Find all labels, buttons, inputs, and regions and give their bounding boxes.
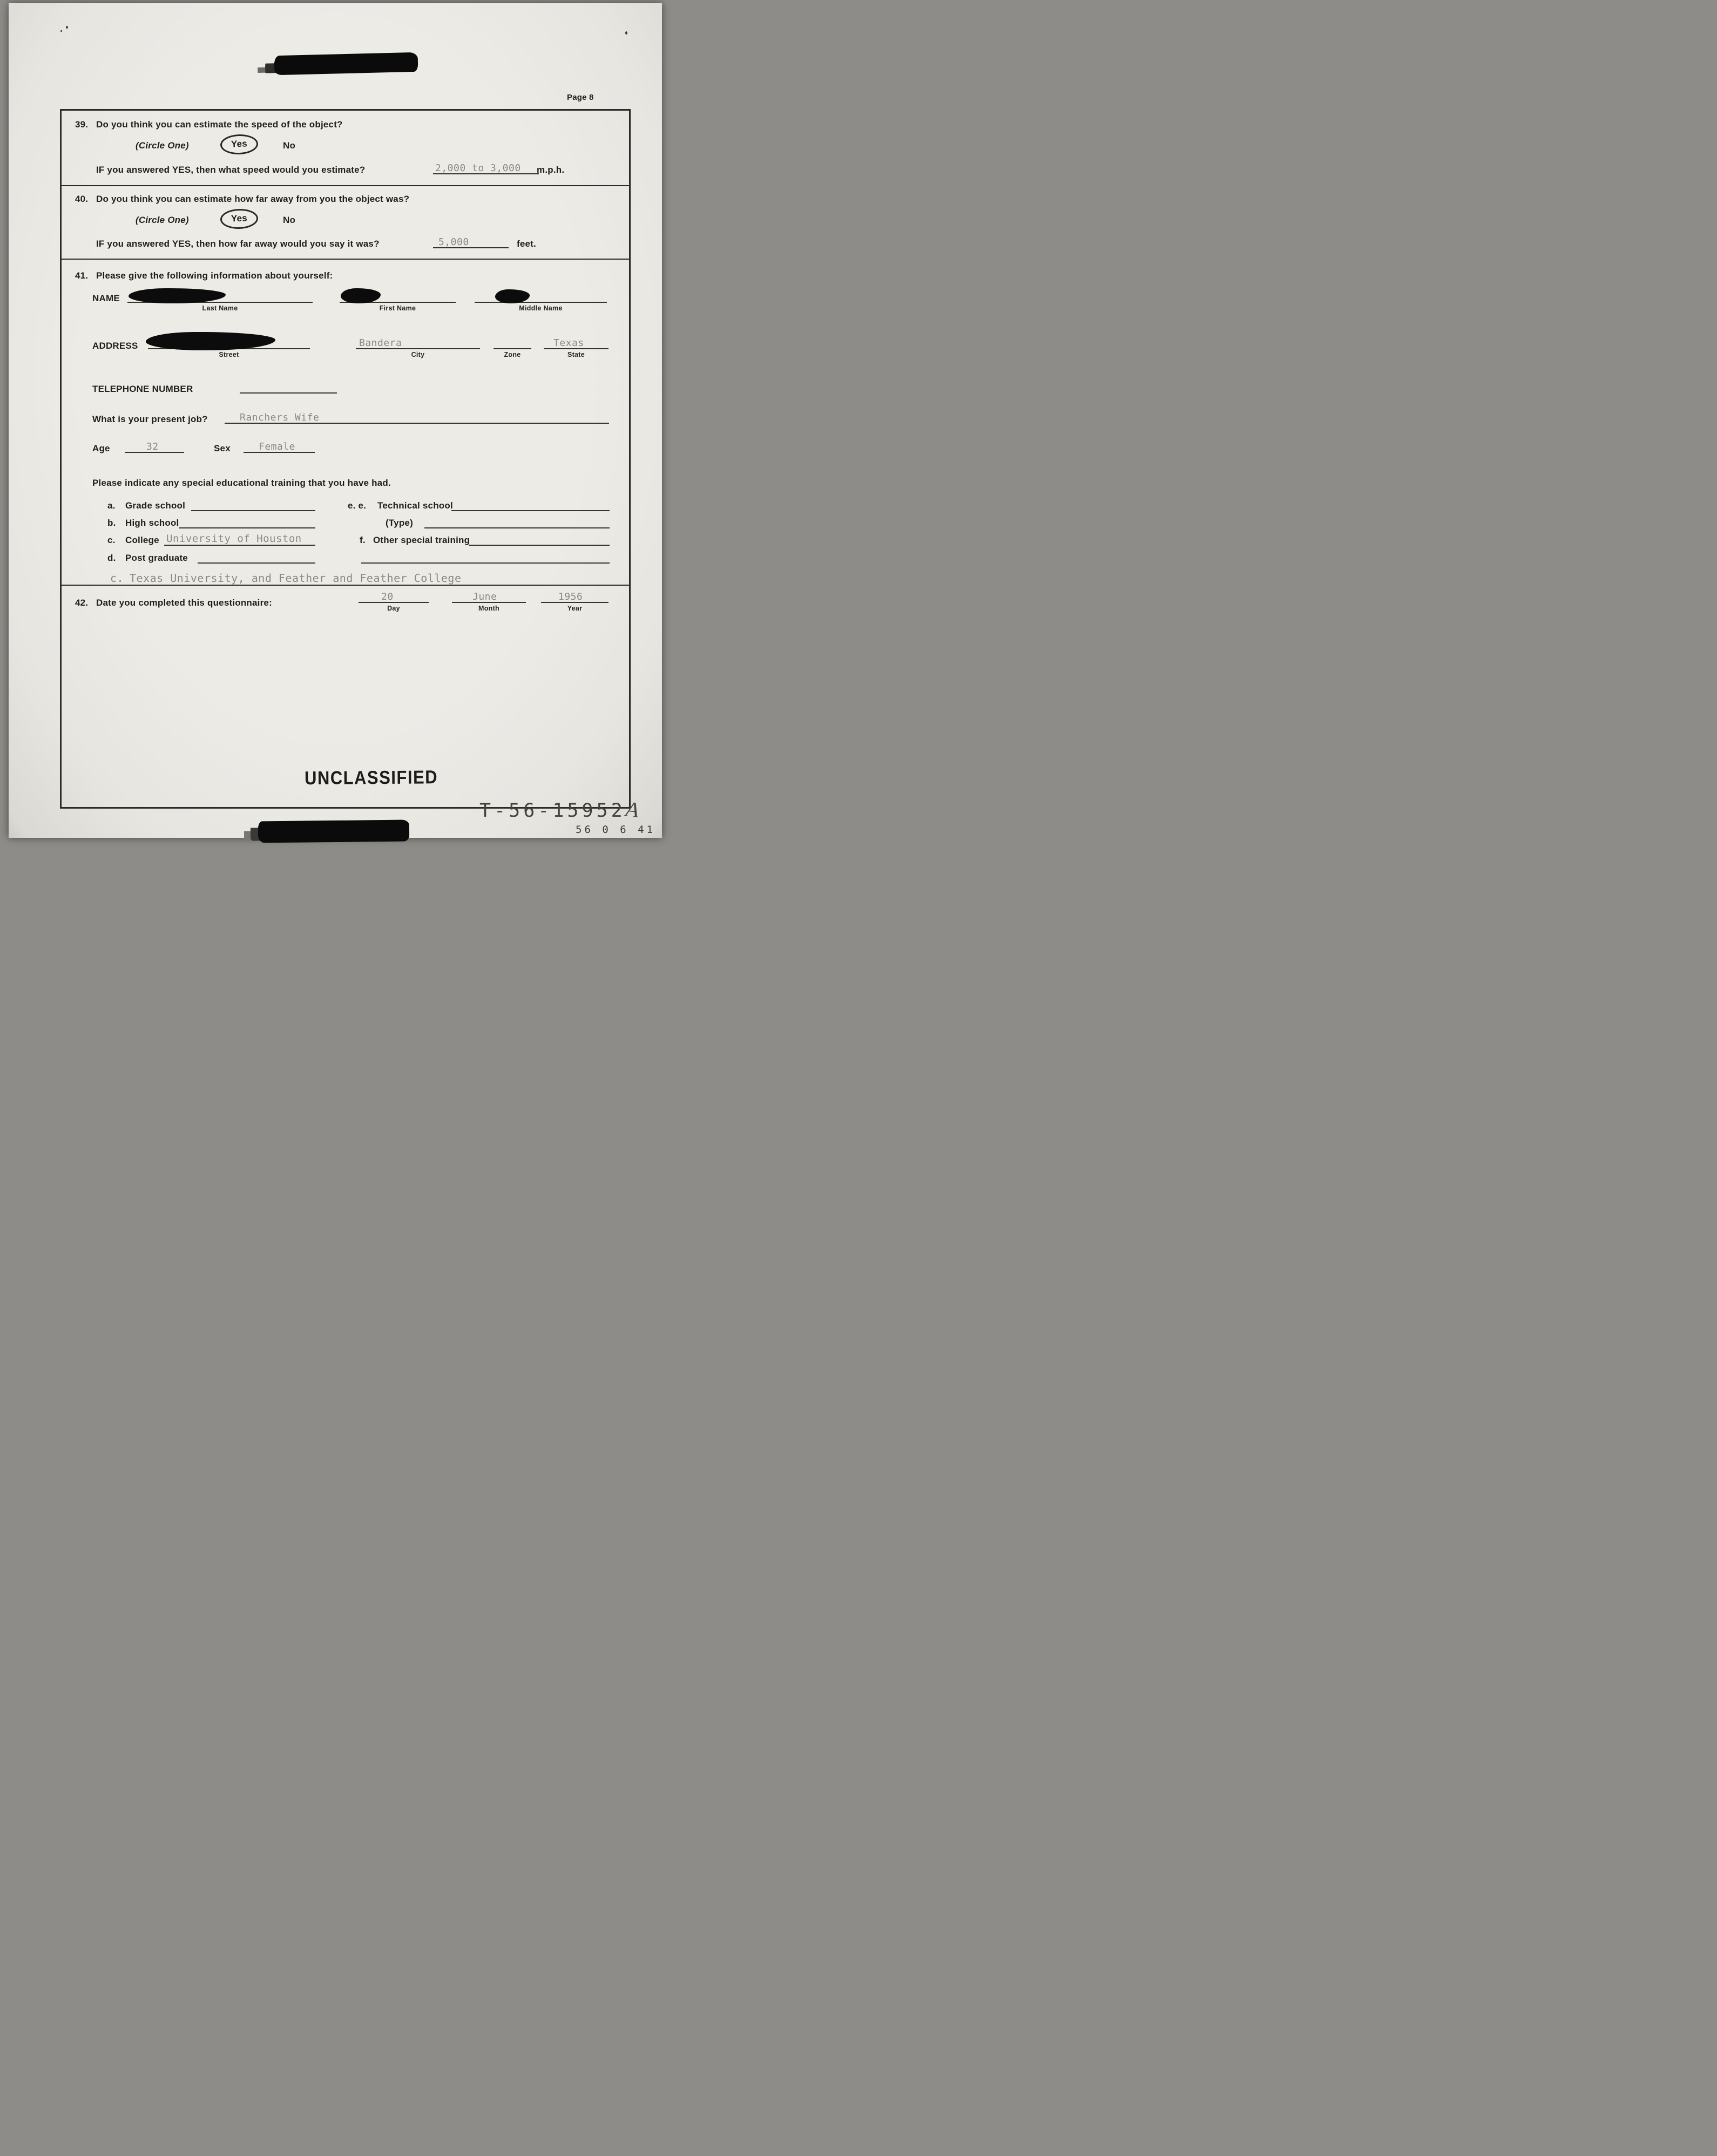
- telephone-field: [240, 381, 337, 394]
- job-line: [225, 411, 609, 424]
- city-field: [356, 336, 480, 358]
- first-name-line: [340, 290, 456, 303]
- date-day-caption: Day: [387, 605, 400, 612]
- date-month-line: [452, 590, 526, 603]
- question-40-number: 40.: [75, 194, 89, 204]
- last-name-caption: Last Name: [202, 304, 238, 312]
- edu-a-field: [191, 498, 315, 511]
- yes-circle-39: [220, 134, 258, 155]
- sex-field: [244, 440, 315, 453]
- state-value: Texas: [553, 337, 584, 349]
- date-year-value: 1956: [558, 591, 583, 602]
- last-name-field: [127, 290, 313, 312]
- yes-circle-40: [220, 208, 258, 229]
- edu-type-label: (Type): [386, 518, 413, 528]
- date-day-line: [359, 590, 429, 603]
- edu-extra-value: Texas University, and Feather and Feather College: [130, 572, 462, 585]
- name-label: NAME: [92, 293, 120, 303]
- telephone-label: TELEPHONE NUMBER: [92, 384, 193, 394]
- question-42-section: [62, 586, 629, 809]
- job-field: [225, 411, 609, 424]
- street-field: [148, 336, 310, 358]
- document-id-stamp: [479, 797, 639, 822]
- date-month-field: [452, 590, 526, 612]
- edu-b-line: [179, 516, 315, 528]
- document-id-suffix: A: [624, 796, 640, 823]
- sex-line: [244, 440, 315, 453]
- redaction-first-name: [341, 288, 381, 303]
- redaction-bar-top: [274, 52, 418, 75]
- edu-b-field: [179, 516, 315, 528]
- last-name-line: [127, 290, 313, 303]
- edu-c-field: [164, 533, 315, 546]
- edu-d-line: [198, 551, 315, 564]
- edu-c-value: University of Houston: [166, 533, 302, 545]
- question-40-text: Do you think you can estimate how far away from you the object was?: [96, 194, 410, 204]
- question-40-followup: IF you answered YES, then how far away would you say it was?: [96, 239, 380, 249]
- edu-a-line: [191, 498, 315, 511]
- question-42-text: Date you completed this questionnaire:: [96, 598, 272, 608]
- city-line: [356, 336, 480, 349]
- edu-e-line: [451, 498, 610, 511]
- redaction-middle-name: [495, 289, 530, 303]
- first-name-caption: First Name: [379, 304, 416, 312]
- question-39-text: Do you think you can estimate the speed of the object?: [96, 119, 343, 130]
- yes-label-39: Yes: [231, 138, 248, 150]
- speed-answer-line: [433, 161, 539, 174]
- middle-name-caption: Middle Name: [519, 304, 563, 312]
- edu-d-text: Post graduate: [125, 553, 188, 563]
- edu-f-text: Other special training: [373, 535, 470, 545]
- scan-artifact: [625, 31, 627, 35]
- first-name-field: [340, 290, 456, 312]
- city-value: Bandera: [359, 337, 402, 349]
- question-39-followup: IF you answered YES, then what speed would you estimate?: [96, 165, 366, 175]
- middle-name-line: [475, 290, 607, 303]
- scan-artifact: [66, 26, 68, 29]
- age-field: [125, 440, 184, 453]
- address-label: ADDRESS: [92, 341, 138, 351]
- date-month-caption: Month: [478, 605, 499, 612]
- zone-caption: Zone: [504, 351, 521, 358]
- redaction-bar-bottom: [258, 820, 409, 843]
- edu-a-text: Grade school: [125, 500, 186, 511]
- speed-answer-field: [433, 161, 539, 174]
- edu-extra-label: c.: [110, 572, 124, 585]
- sex-value: Female: [259, 441, 296, 452]
- edu-c-text: College: [125, 535, 159, 545]
- job-value: Ranchers Wife: [240, 412, 320, 423]
- redaction-street: [146, 332, 275, 350]
- edu-f-line: [469, 533, 610, 546]
- edu-f-field: [469, 533, 610, 546]
- street-line: [148, 336, 310, 349]
- edu-e-label: e. e.: [348, 500, 367, 511]
- date-year-field: [541, 590, 609, 612]
- speed-unit-label: m.p.h.: [537, 165, 565, 175]
- no-label-39: No: [283, 140, 296, 151]
- edu-b-label: b.: [107, 518, 116, 528]
- education-intro: Please indicate any special educational training that you have had.: [92, 478, 391, 488]
- age-line: [125, 440, 184, 453]
- redaction-last-name: [129, 288, 226, 303]
- edu-f-label: f.: [360, 535, 366, 545]
- zone-field: [494, 336, 531, 358]
- date-year-caption: Year: [567, 605, 583, 612]
- question-40-section: [62, 186, 629, 260]
- middle-name-field: [475, 290, 607, 312]
- question-41-text: Please give the following information about yourself:: [96, 270, 333, 281]
- distance-answer-value: 5,000: [438, 236, 469, 248]
- state-field: [544, 336, 609, 358]
- scan-artifact: [60, 30, 62, 32]
- document-id-text: T-56-15952: [479, 800, 626, 822]
- zone-line: [494, 336, 531, 349]
- edu-c-label: c.: [107, 535, 116, 545]
- question-39-number: 39.: [75, 119, 89, 130]
- edu-e-text: Technical school: [377, 500, 453, 511]
- page-number: Page 8: [567, 93, 594, 102]
- edu-e-field: [451, 498, 610, 511]
- document-code-stamp: 56 0 6 41: [576, 824, 655, 836]
- city-caption: City: [411, 351, 425, 358]
- circle-one-label-39: (Circle One): [136, 140, 189, 151]
- date-day-value: 20: [381, 591, 394, 602]
- no-label-40: No: [283, 215, 296, 225]
- question-41-number: 41.: [75, 270, 89, 281]
- date-month-value: June: [472, 591, 497, 602]
- edu-a-label: a.: [107, 500, 116, 511]
- age-label: Age: [92, 443, 110, 453]
- question-42-number: 42.: [75, 598, 89, 608]
- circle-one-label-40: (Circle One): [136, 215, 189, 225]
- sex-label: Sex: [214, 443, 231, 453]
- age-value: 32: [146, 441, 159, 452]
- job-label: What is your present job?: [92, 414, 208, 424]
- edu-f-continuation-field: [361, 551, 610, 564]
- distance-answer-field: [433, 235, 509, 248]
- edu-f-continuation-line: [361, 551, 610, 564]
- scanned-questionnaire-page: [9, 3, 662, 838]
- edu-b-text: High school: [125, 518, 179, 528]
- edu-type-field: [424, 516, 610, 528]
- date-year-line: [541, 590, 609, 603]
- question-41-section: [62, 260, 629, 586]
- edu-type-line: [424, 516, 610, 528]
- questionnaire-form-box: [60, 109, 631, 809]
- distance-unit-label: feet.: [517, 239, 536, 249]
- unclassified-stamp: UNCLASSIFIED: [304, 766, 438, 789]
- edu-c-line: [164, 533, 315, 546]
- yes-label-40: Yes: [231, 213, 248, 224]
- state-caption: State: [567, 351, 585, 358]
- state-line: [544, 336, 609, 349]
- edu-d-label: d.: [107, 553, 116, 563]
- date-day-field: [359, 590, 429, 612]
- distance-answer-line: [433, 235, 509, 248]
- street-caption: Street: [219, 351, 239, 358]
- question-39-section: [62, 111, 629, 186]
- edu-d-field: [198, 551, 315, 564]
- speed-answer-value: 2,000 to 3,000: [435, 162, 521, 174]
- telephone-line: [240, 381, 337, 394]
